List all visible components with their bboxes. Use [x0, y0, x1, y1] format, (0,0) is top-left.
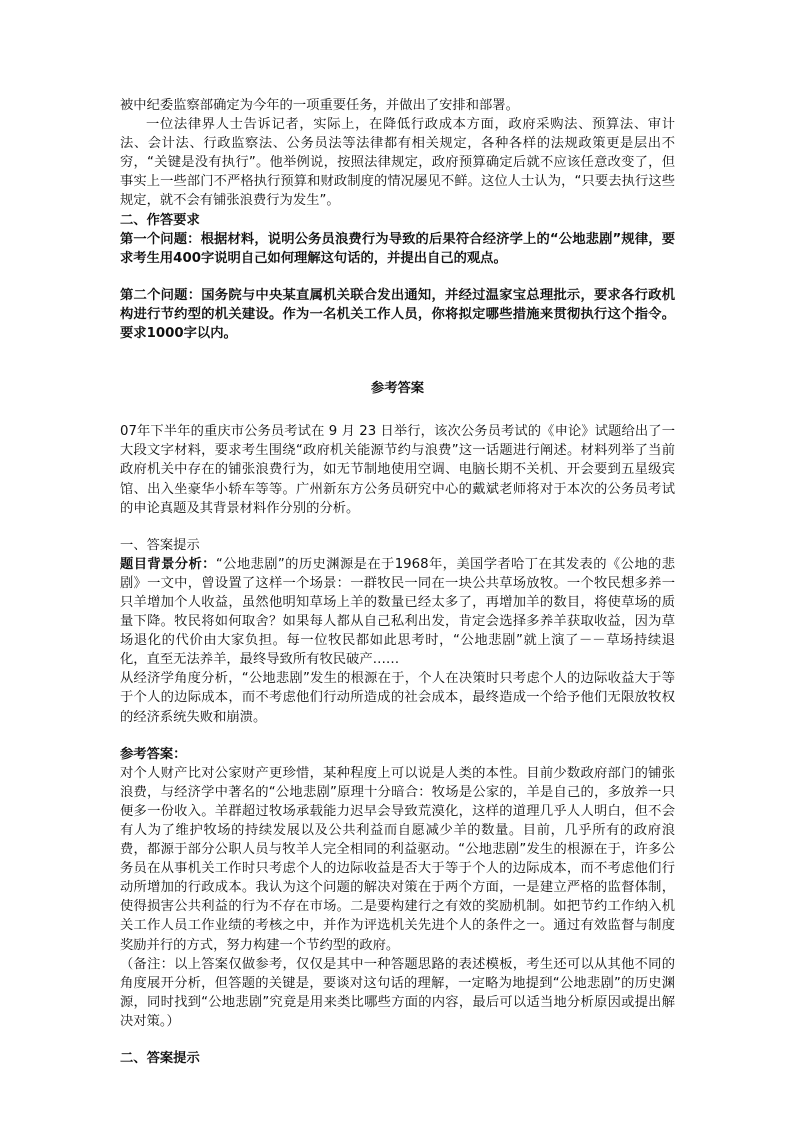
answer-hint-2-heading: 二、答案提示 — [120, 1051, 200, 1067]
background-analysis — [120, 555, 675, 670]
section-requirements-heading: 二、作答要求 — [120, 212, 200, 228]
economics-analysis: 从经济学角度分析，“公地悲剧”发生的根源在于，个人在决策时只考虑个人的边际收益大于等于个人的边际成本，而不考虑他们行动所造成的社会成本，最终造成一个给予他们无限放牧权的经济系统失败和崩溃。 — [120, 671, 675, 725]
intro-paragraph: 一位法律界人士告诉记者，实际上，在降低行政成本方面，政府采购法、预算法、审计法、会计法、行政监察法、公务员法等法律都有相关规定，各种各样的法规政策更是层出不穷，“关键是没有执行”。他举例说，按照法律规定，政府预算确定后就不应该任意改变了，但事实上一些部门不严格执行预算和财政制度的情况屡见不鲜。这位人士认为，“只要去执行这些规定，就不会有铺张浪费行为发生”。 — [120, 117, 675, 209]
background-text: “公地悲剧”的历史渊源是在于1968年，美国学者哈丁在其发表的《公地的悲剧》一文中，曾设置了这样一个场景：一群牧民一同在一块公共草场放牧。一个牧民想多养一只羊增加个人收益，虽然他明知草场上羊的数量已经太多了，再增加羊的数目，将使草场的质量下降。牧民将如何取舍？如果每人都从自己私利出发，肯定会选择多养羊获取收益，因为草场退化的代价由大家负担。每一位牧民都如此思考时，“公地悲剧”就上演了－－草场持续退化，直至无法养羊，最终导致所有牧民破产…… — [120, 556, 675, 668]
answer-hint-1-heading: 一、答案提示 — [120, 537, 200, 553]
reference-intro: 07年下半年的重庆市公务员考试在 9 月 23 日举行，该次公务员考试的《申论》试题给出了一大段文字材料，要求考生围绕“政府机关能源节约与浪费”这一话题进行阐述。材料列举了当前政府机关中存在的铺张浪费行为，如无节制地使用空调、电脑长期不关机、开会要到五星级宾馆、出入坐豪华小轿车等等。广州新东方公务员研究中心的戴斌老师将对于本次的公务员考试的申论真题及其背景材料作分别的分析。 — [120, 424, 675, 516]
reference-answer-label: 参考答案： — [120, 746, 187, 762]
question-2: 第二个问题：国务院与中央某直属机关联合发出通知，并经过温家宝总理批示，要求各行政机构进行节约型的机关建设。作为一名机关工作人员，你将拟定哪些措施来贯彻执行这个指令。要求1000字以内。 — [120, 287, 675, 342]
note-text: （备注：以上答案仅做参考，仅仅是其中一种答题思路的表述模板，考生还可以从其他不同的角度展开分析，但答题的关键是，要谈对这句话的理解，一定略为地提到“公地悲剧”的历史渊源，同时找到“公地悲剧”究竟是用来类比哪些方面的内容，最后可以适当地分析原因或提出解决对策。） — [120, 956, 675, 1029]
background-label: 题目背景分析： — [120, 556, 216, 572]
reference-answer-title: 参考答案 — [370, 381, 425, 397]
intro-line: 被中纪委监察部确定为今年的一项重要任务，并做出了安排和部署。 — [120, 98, 519, 113]
question-1: 第一个问题：根据材料，说明公务员浪费行为导致的后果符合经济学上的“公地悲剧”规律，要求考生用400字说明自己如何理解这句话的，并提出自己的观点。 — [120, 231, 675, 266]
reference-answer-text: 对个人财产比对公家财产更珍惜，某种程度上可以说是人类的本性。目前少数政府部门的铺张浪费，与经济学中著名的“公地悲剧”原理十分暗合：牧场是公家的，羊是自己的，多放养一只便多一份收入。羊群超过牧场承载能力迟早会导致荒漠化，这样的道理几乎人人明白，但不会有人为了维护牧场的持续发展以及公共利益而自愿减少羊的数量。目前，几乎所有的政府浪费，都源于部分公职人员与牧羊人完全相同的利益驱动。“公地悲剧”发生的根源在于，许多公务员在从事机关工作时只考虑个人的边际收益是否大于等于个人的边际成本，而不考虑他们行动所增加的行政成本。我认为这个问题的解决对策在于两个方面，一是建立严格的监督体制，使得损害公共利益的行为不存在市场。二是要构建行之有效的奖励机制。如把节约工作纳入机关工作人员工作业绩的考核之中，并作为评选机关先进个人的条件之一。通过有效监督与制度奖励并行的方式，努力构建一个节约型的政府。 — [120, 765, 675, 953]
document-page — [120, 96, 675, 1068]
